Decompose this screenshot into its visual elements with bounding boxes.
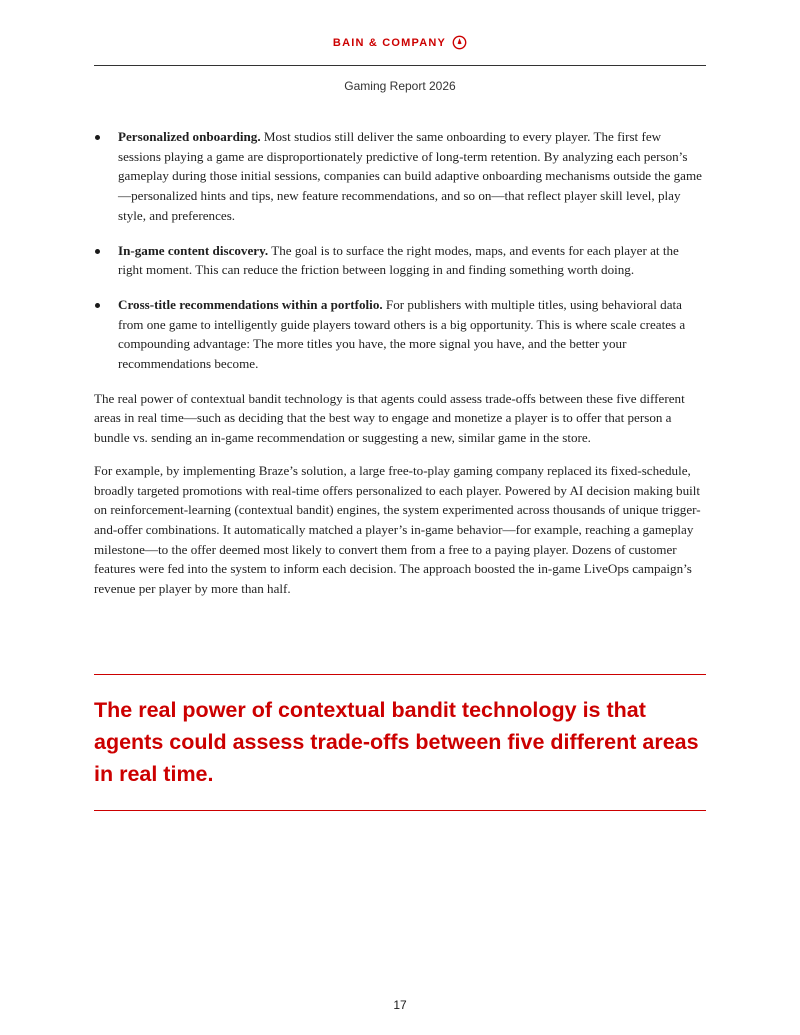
bullet-lead: Cross-title recommendations within a portfolio. [118,296,383,312]
bain-logo-icon [452,35,467,50]
report-title: Gaming Report 2026 [344,79,456,93]
bullet-text: For publishers with multiple titles, using behavioral data from one game to intelligently guide players toward others is a big opportunity. This is where scale creates a compounding advantage: The more titles you have, the more signal you have, and the better your recommendations become. [118,296,686,372]
body-paragraph: For example, by implementing Braze’s solution, a large free-to-play gaming company replaced its fixed-schedule, broadly targeted promotions with real-time offers personalized to each player. Powered by AI decision making built on reinforcement-learning (contextual bandit) engines, the system experimented across thousands of unique trigger-and-offer combinations. It automatically matched a player’s in-game behavior—for example, reaching a gameplay milestone—to the offer deemed most likely to convert them from a free to a paying player. Dozens of customer features were fed into the system to inform each decision. The approach boosted the in-game LiveOps campaign’s revenue per player by more than half. [94,462,701,597]
bullet-lead: In-game content discovery. [118,242,269,258]
header-divider [94,65,706,66]
bullet-text: The goal is to surface the right modes, maps, and events for each player at the right moment. This can reduce the friction between logging in and finding something worth doing. [118,242,679,278]
list-item [94,295,706,374]
brand-name: BAIN & COMPANY [332,36,447,49]
bullet-icon [95,135,100,140]
page-number: 17 [393,998,407,1012]
pull-quote-bottom-rule [94,810,706,811]
pull-quote: The real power of contextual bandit technology is that agents could assess trade-offs between five different areas in real time. [94,698,699,786]
list-item [94,127,706,226]
bullet-lead: Personalized onboarding. [118,129,261,144]
bullet-text: Most studios still deliver the same onboarding to every player. The first few sessions playing a game are disproportionately predictive of long-term retention. By analyzing each person’s gameplay during those initial sessions, companies can build adaptive onboarding mechanisms outside the game—personalized hints and tips, new feature recommendations, and so on—that reflect player skill level, play style, and preferences. [118,129,702,223]
main-content [94,127,706,612]
bullet-list [94,127,706,374]
bullet-icon [95,303,100,308]
pull-quote-top-rule [94,674,706,675]
list-item [94,241,706,280]
body-paragraph: The real power of contextual bandit technology is that agents could assess trade-offs between these five different areas in real time—such as deciding that the best way to engage and monetize a player is to offer that person a bundle vs. sending an in-game recommendation or suggesting a new, similar game in the store. [94,390,685,446]
brand-header [0,35,800,50]
bullet-icon [95,249,100,254]
